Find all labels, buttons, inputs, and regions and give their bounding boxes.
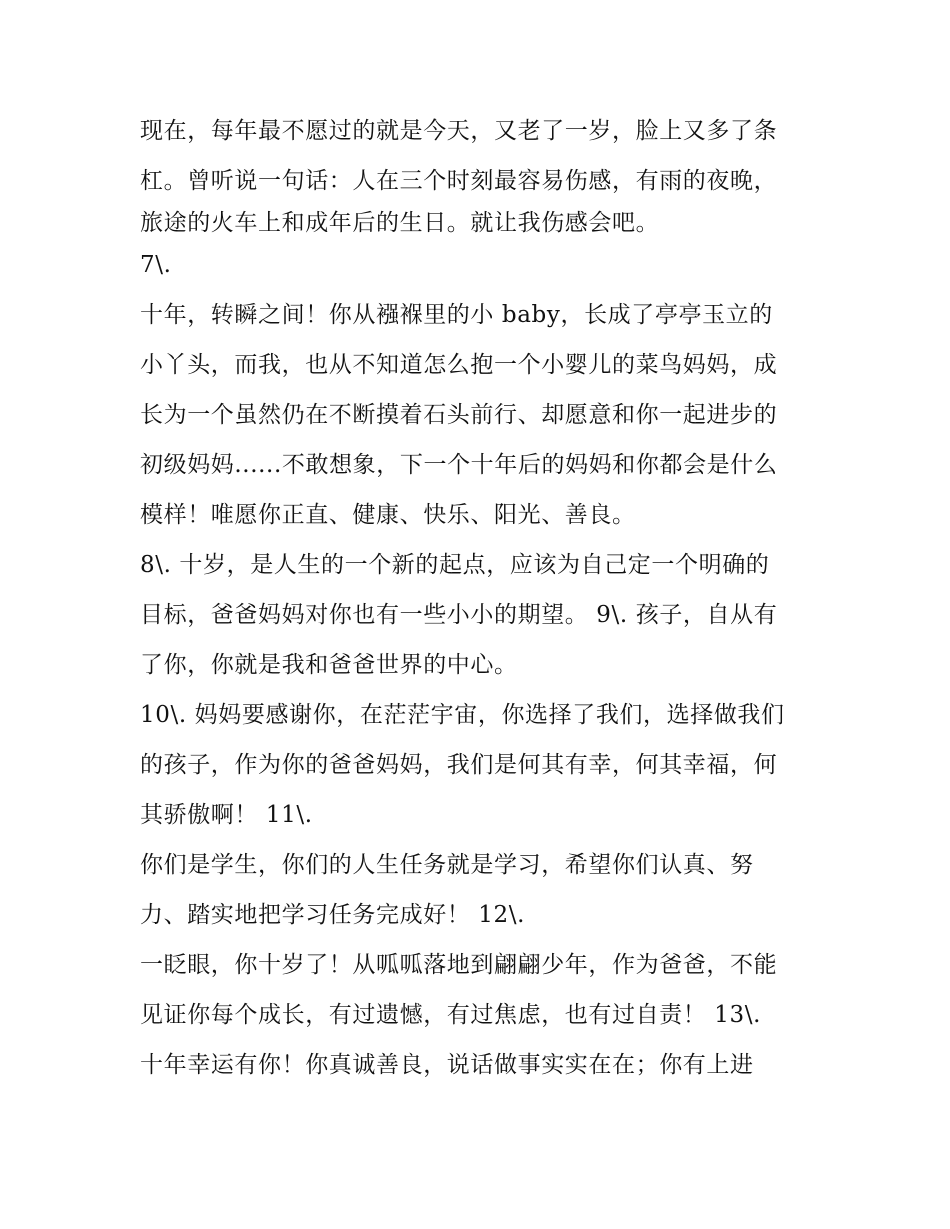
text-line: 小丫头，而我，也从不知道怎么抱一个小婴儿的菜鸟妈妈，成: [140, 352, 778, 378]
text-line: 旅途的火车上和成年后的生日。就让我伤感会吧。: [140, 210, 660, 236]
text-line: 7\.: [140, 252, 172, 278]
text-line: 力、踏实地把学习任务完成好！ 12\.: [140, 902, 526, 928]
text-line: 十年幸运有你！你真诚善良，说话做事实实在在；你有上进: [140, 1052, 754, 1078]
text-line: 长为一个虽然仍在不断摸着石头前行、却愿意和你一起进步的: [140, 402, 778, 428]
text-line: 10\. 妈妈要感谢你，在茫茫宇宙，你选择了我们，选择做我们: [140, 702, 785, 728]
text-line: 十年，转瞬之间！你从襁褓里的小 baby，长成了亭亭玉立的: [140, 302, 773, 328]
text-line: 的孩子，作为你的爸爸妈妈，我们是何其有幸，何其幸福，何: [140, 752, 778, 778]
text-line: 杠。曾听说一句话：人在三个时刻最容易伤感，有雨的夜晚，: [140, 168, 778, 194]
text-line: 其骄傲啊！ 11\.: [140, 802, 313, 828]
text-line: 目标，爸爸妈妈对你也有一些小小的期望。 9\. 孩子，自从有: [140, 602, 778, 628]
document-body: [140, 106, 820, 1090]
text-line: 初级妈妈......不敢想象，下一个十年后的妈妈和你都会是什么: [140, 452, 778, 478]
text-line: 你们是学生，你们的人生任务就是学习，希望你们认真、努: [140, 852, 754, 878]
text-line: 模样！唯愿你正直、健康、快乐、阳光、善良。: [140, 502, 636, 528]
text-line: 8\. 十岁，是人生的一个新的起点，应该为自己定一个明确的: [140, 552, 770, 578]
text-line: 现在，每年最不愿过的就是今天，又老了一岁，脸上又多了条: [140, 118, 778, 144]
text-line: 了你，你就是我和爸爸世界的中心。: [140, 652, 518, 678]
text-line: 一眨眼，你十岁了！从呱呱落地到翩翩少年，作为爸爸，不能: [140, 952, 778, 978]
text-line: 见证你每个成长，有过遗憾，有过焦虑，也有过自责！ 13\.: [140, 1002, 762, 1028]
